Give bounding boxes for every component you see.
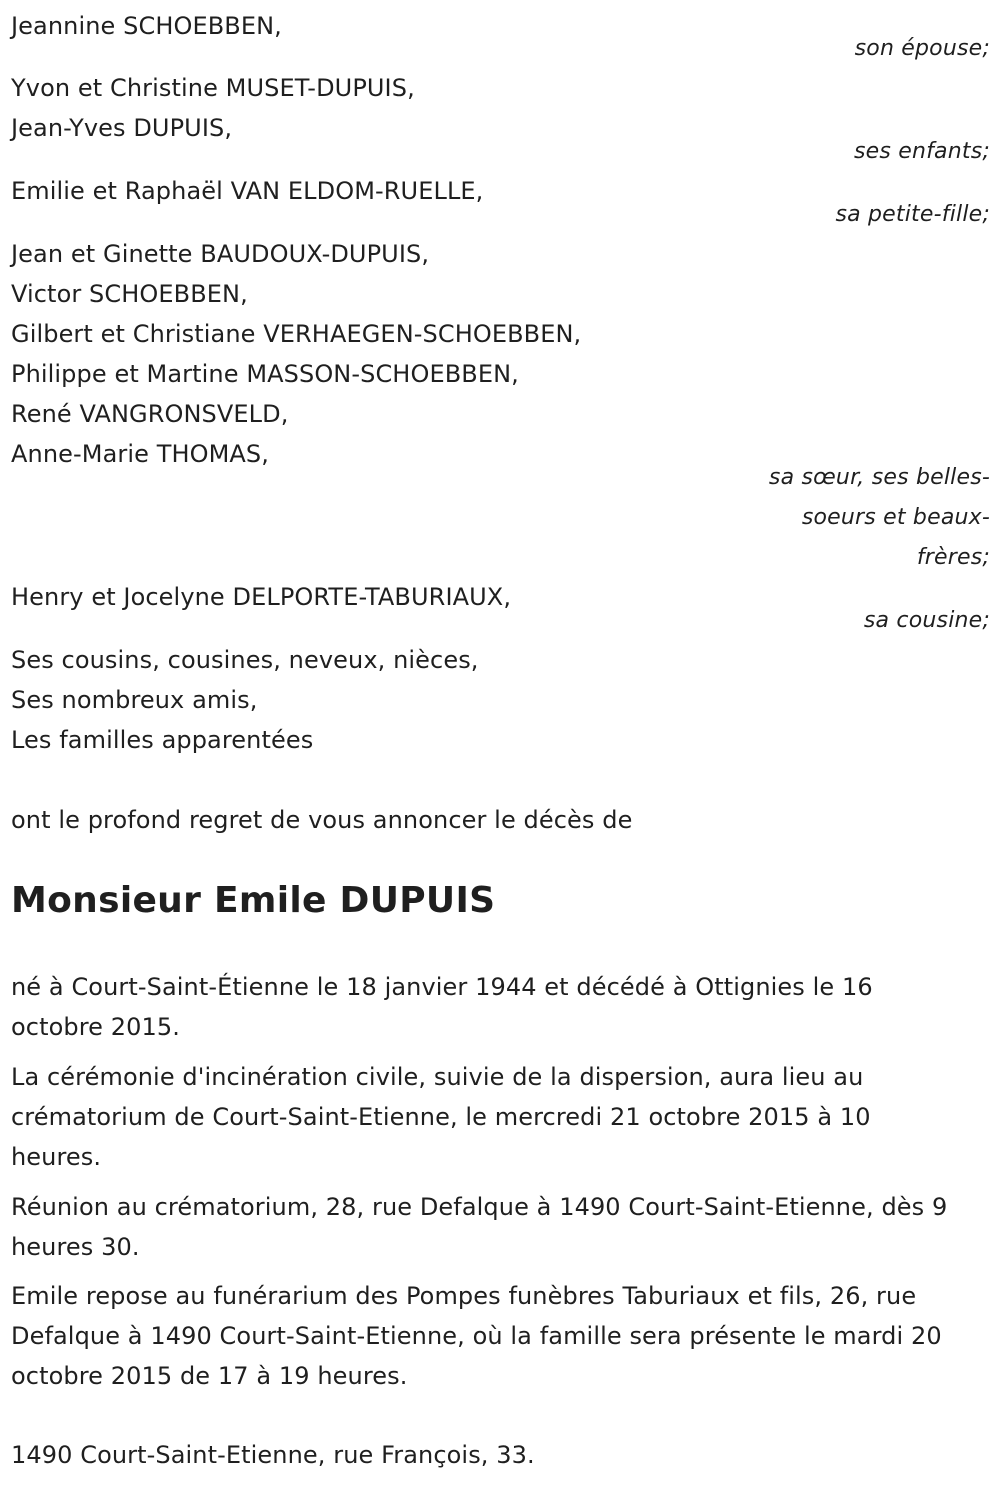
sibling-name: Philippe et Martine MASSON-SCHOEBBEN, <box>11 360 519 388</box>
sibling-name: Gilbert et Christiane VERHAEGEN-SCHOEBBEN, <box>11 320 582 348</box>
sibling-name: Jean et Ginette BAUDOUX-DUPUIS, <box>11 240 430 268</box>
announcement-text: ont le profond regret de vous annoncer le décès de <box>11 806 633 834</box>
cousin-name: Henry et Jocelyne DELPORTE-TABURIAUX, <box>11 583 512 611</box>
child-name: Yvon et Christine MUSET-DUPUIS, <box>11 74 415 102</box>
meeting-paragraph: Réunion au crématorium, 28, rue Defalque à 1490 Court-Saint-Etienne, dès 9 heures 30. <box>11 1193 948 1261</box>
granddaughter-relation: sa petite-fille; <box>835 202 990 227</box>
spouse-relation: son épouse; <box>854 36 990 61</box>
deceased-name: Monsieur Emile DUPUIS <box>11 880 496 921</box>
funerarium-paragraph: Emile repose au funérarium des Pompes funèbres Taburiaux et fils, 26, rue Defalque à 1490 Court-Saint-Etienne, où la famille sera présente le mardi 20 octobre 2015 de 17 à 19 heures. <box>11 1282 942 1390</box>
home-address: 1490 Court-Saint-Etienne, rue François, 33. <box>11 1441 535 1469</box>
child-name: Jean-Yves DUPUIS, <box>11 114 233 142</box>
children-relation: ses enfants; <box>853 139 990 164</box>
sibling-name: Victor SCHOEBBEN, <box>11 280 248 308</box>
sibling-name: Anne-Marie THOMAS, <box>11 440 269 468</box>
others-line: Ses nombreux amis, <box>11 686 258 714</box>
siblings-relation: sa sœur, ses belles-soeurs et beaux-frères; <box>768 465 990 570</box>
granddaughter-name: Emilie et Raphaël VAN ELDOM-RUELLE, <box>11 177 484 205</box>
cousin-relation: sa cousine; <box>863 608 990 633</box>
birth-death-paragraph: né à Court-Saint-Étienne le 18 janvier 1944 et décédé à Ottignies le 16 octobre 2015. <box>11 973 873 1041</box>
ceremony-paragraph: La cérémonie d'incinération civile, suivie de la dispersion, aura lieu au crématorium de Court-Saint-Etienne, le mercredi 21 octobre 2015 à 10 heures. <box>11 1063 871 1171</box>
others-line: Ses cousins, cousines, neveux, nièces, <box>11 646 479 674</box>
spouse-name: Jeannine SCHOEBBEN, <box>11 12 282 40</box>
others-line: Les familles apparentées <box>11 726 314 754</box>
sibling-name: René VANGRONSVELD, <box>11 400 289 428</box>
